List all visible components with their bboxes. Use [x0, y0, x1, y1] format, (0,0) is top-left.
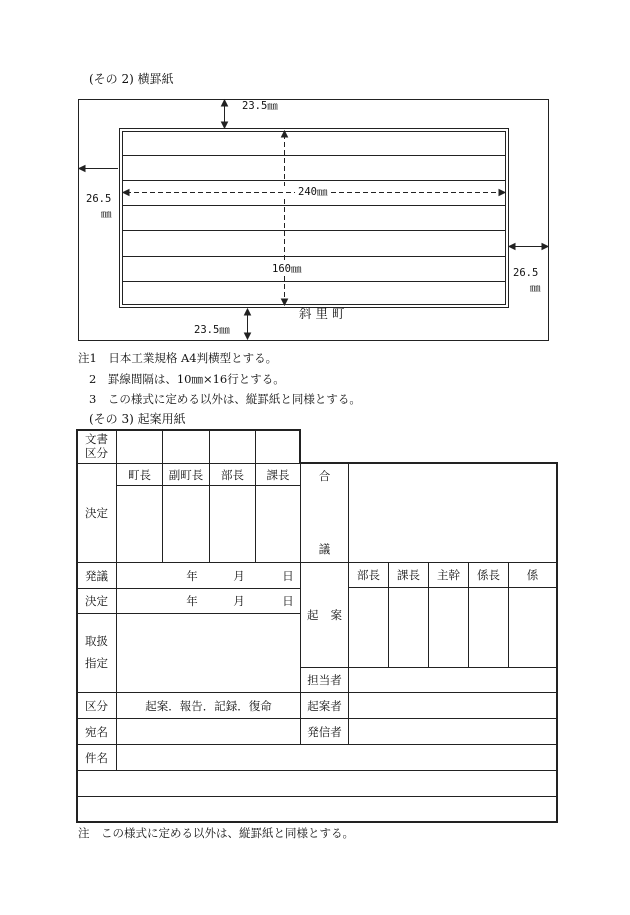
section-heading-3: (その 3) 起案用紙: [89, 412, 186, 426]
note-1: 注1 日本工業規格 A4判横型とする。: [78, 351, 278, 365]
kian-role-section-chief: 課長: [397, 568, 420, 582]
kian-role-manager: 主幹: [437, 568, 460, 582]
decision-label: 決定: [85, 506, 108, 520]
approver-department-head: 部長: [221, 467, 244, 482]
footer-note: 注 この様式に定める以外は、縦罫紙と同様とする。: [78, 826, 354, 840]
dim-height: 160㎜: [272, 263, 302, 275]
sender-label: 発信者: [307, 724, 342, 739]
dim-right-margin-value: 26.5: [513, 267, 539, 279]
dim-top-margin: 23.5㎜: [242, 100, 278, 112]
height-arrow: [282, 131, 288, 305]
addressee-label: 宛名: [85, 724, 108, 739]
issued-day: 日: [282, 568, 294, 583]
dim-bottom-margin: 23.5㎜: [194, 324, 230, 336]
approver-mayor: 町長: [128, 467, 151, 482]
approver-deputy-mayor: 副町長: [168, 467, 204, 482]
issued-label: 発議: [85, 568, 108, 583]
dim-width: 240㎜: [298, 186, 328, 198]
consult-label-bottom: 議: [318, 542, 331, 556]
ruled-area-inner: [123, 132, 506, 305]
category-label: 区分: [85, 698, 108, 713]
kian-role-department-head: 部長: [357, 568, 380, 582]
decided-label: 決定: [85, 594, 108, 608]
decided-year: 年: [186, 594, 198, 608]
consult-label-top: 合: [318, 469, 331, 483]
issued-month: 月: [233, 568, 245, 583]
decided-month: 月: [233, 594, 245, 608]
town-name: 斜 里 町: [299, 306, 345, 321]
left-margin-arrow: [79, 166, 118, 172]
top-margin-arrow: [222, 100, 228, 128]
decided-day: 日: [282, 594, 294, 608]
ruled-paper-diagram: [0, 0, 630, 350]
doc-class-label: 文書 区分: [85, 432, 108, 460]
ruled-lines: [122, 156, 506, 282]
note-2: 2 罫線間隔は、10㎜×16行とする。: [89, 372, 285, 386]
person-in-charge-label: 担当者: [307, 673, 342, 687]
section-heading-2: (その 2) 横罫紙: [89, 72, 174, 86]
drafter-label: 起案者: [307, 698, 342, 713]
note-3: 3 この様式に定める以外は、縦罫紙と同様とする。: [89, 392, 361, 406]
right-margin-arrow: [509, 244, 548, 250]
bottom-margin-arrow: [245, 309, 251, 339]
dim-left-margin-unit: ㎜: [101, 208, 112, 220]
category-options: 起案．報告．記録．復命: [145, 698, 272, 713]
dim-left-margin-value: 26.5: [86, 193, 112, 205]
draft-form-table: [76, 429, 558, 823]
kian-role-subsection-chief: 係長: [477, 568, 500, 582]
issued-year: 年: [186, 568, 198, 583]
dim-right-margin-unit: ㎜: [530, 282, 541, 294]
kian-label: 起 案: [307, 608, 342, 622]
kian-role-staff: 係: [526, 568, 539, 582]
subject-label: 件名: [85, 750, 108, 765]
approver-section-chief: 課長: [266, 467, 290, 482]
handling-label: 取扱 指定: [85, 634, 108, 670]
